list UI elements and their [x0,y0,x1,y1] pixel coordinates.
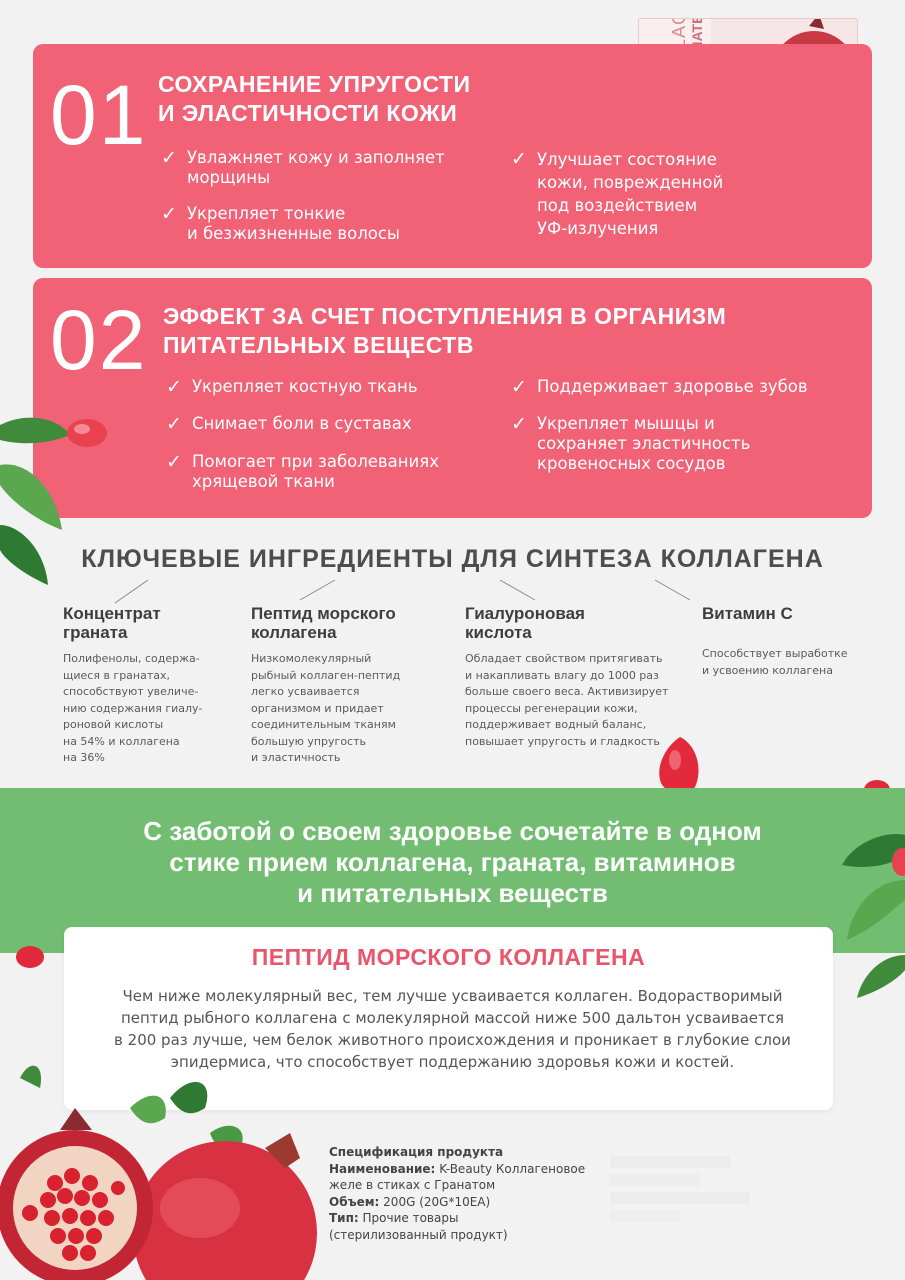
spec-name-value: K-Beauty Коллагеновое [439,1161,586,1176]
spec-heading: Спецификация продукта [329,1145,504,1159]
section1-title-line2: И ЭЛАСТИЧНОСТИ КОЖИ [158,100,458,126]
desc-line: больше своего веса. Активизирует [465,685,669,698]
card-line: Чем ниже молекулярный вес, тем лучше усваивается коллаген. Водорастворимый [122,987,783,1005]
item-line: Улучшает состояние [537,150,717,169]
ingredient-name [251,604,396,642]
desc-line: рыбный коллаген-пептид [251,668,401,682]
card-line: пептид рыбного коллагена с молекулярной массой ниже 500 дальтон усваивается [120,1009,785,1027]
desc-line: нию содержания гиалу- [63,701,203,715]
product-spec [329,1144,599,1243]
section1-number: 01 [50,68,148,162]
ingredient-name [465,604,585,642]
section1-item-right [511,148,723,240]
section2-item-right [511,377,808,397]
desc-line: Обладает свойством притягивать [465,652,663,665]
name-line: кислота [465,623,532,642]
check-icon: ✓ [511,148,527,170]
section2-title-line2: ПИТАТЕЛЬНЫХ ВЕЩЕСТВ [163,332,474,358]
item-line: Укрепляет тонкие [187,204,346,223]
banner-line: С заботой о своем здоровье сочетайте в одном [143,816,762,846]
desc-line: на 36% [63,751,105,764]
name-line: граната [63,623,128,642]
ingredients-title: КЛЮЧЕВЫЕ ИНГРЕДИЕНТЫ ДЛЯ СИНТЕЗА КОЛЛАГЕНА [81,545,824,573]
ingredient-desc [465,651,668,750]
section2-item [166,377,418,397]
name-line: Витамин С [702,604,793,623]
faded-watermark-block [610,1150,770,1228]
desc-line: и накапливать влагу до 1000 раз [465,668,659,682]
check-icon: ✓ [511,376,527,398]
spec-type-value-2: (стерилизованный продукт) [329,1227,508,1242]
check-icon: ✓ [161,147,177,169]
section1-title [158,70,471,128]
section2-title [163,302,726,360]
desc-line: соединительным тканям [251,718,396,731]
item-line: кровеносных сосудов [537,454,726,473]
item-line: хрящевой ткани [192,472,335,491]
ingredient-desc [63,651,203,767]
banner-text [0,816,905,909]
spec-name-label: Наименование: [329,1161,436,1176]
section2-item-right [511,414,750,474]
leaf-illustration [832,820,905,1000]
banner-line: и питательных веществ [297,878,608,908]
item-line: Увлажняет кожу и заполняет [187,148,445,167]
desc-line: Низкомолекулярный [251,652,372,665]
check-icon: ✓ [511,413,527,435]
pomegranate-illustration [0,1048,320,1280]
item-line: УФ-излучения [537,219,659,238]
desc-line: поддерживает водный баланс, [465,718,647,731]
section2-item [166,452,439,492]
desc-line: легко усваивается [251,685,360,698]
check-icon: ✓ [166,413,182,435]
desc-line: на 54% и коллагена [63,734,180,748]
name-line: Гиалуроновая [465,604,585,623]
desc-line: и усвоению коллагена [702,663,833,677]
spec-type-value: Прочие товары [362,1211,459,1225]
desc-line: щиеся в гранатах, [63,668,171,682]
section2-number: 02 [50,293,148,387]
spec-name-value-2: желе в стиках с Гранатом [329,1178,496,1192]
section2-title-line1: ЭФФЕКТ ЗА СЧЕТ ПОСТУПЛЕНИЯ В ОРГАНИЗМ [163,303,727,329]
pomegranate-seed-illustration [14,944,46,970]
check-icon: ✓ [166,376,182,398]
desc-line: роновой кислоты [63,718,164,731]
item-line: Помогает при заболеваниях [192,452,439,471]
card-line: эпидермиса, что способствует поддержанию здоровья кожи и костей. [170,1053,735,1071]
desc-line: повышает упругость и гладкость [465,734,660,748]
section2-item [166,414,412,434]
spec-volume-value: 200G (20G*10EA) [383,1194,491,1209]
ingredient-desc [251,651,400,767]
spec-volume-label: Объем: [329,1194,380,1209]
item-line: Укрепляет костную ткань [192,377,418,396]
ingredient-name [702,604,793,623]
desc-line: и эластичность [251,751,341,764]
item-line: под воздействием [537,196,698,215]
check-icon: ✓ [161,203,177,225]
banner-line: стике прием коллагена, граната, витаминов [169,847,736,877]
desc-line: большую упругость [251,734,367,748]
ingredient-desc [702,646,848,679]
section1-item [161,204,400,244]
name-line: Концентрат [63,604,161,623]
card-line: в 200 раз лучше, чем белок животного происхождения и проникает в глубокие слои [114,1031,791,1049]
section1-title-line1: СОХРАНЕНИЕ УПРУГОСТИ [158,71,471,97]
desc-line: организмом и придает [251,701,384,715]
spec-type-label: Тип: [329,1211,359,1225]
connector-lines [0,575,905,605]
ingredient-name [63,604,161,642]
desc-line: процессы регенерации кожи, [465,701,638,715]
section1-item [161,148,445,188]
name-line: Пептид морского [251,604,396,623]
item-line: и безжизненные волосы [187,224,400,243]
item-line: морщины [187,168,271,187]
desc-line: Полифенолы, содержа- [63,652,200,665]
peptide-card-title: ПЕПТИД МОРСКОГО КОЛЛАГЕНА [251,944,646,970]
item-line: кожи, поврежденной [537,173,724,192]
name-line: коллагена [251,623,337,642]
check-icon: ✓ [166,451,182,473]
desc-line: Способствует выработке [702,647,848,660]
item-line: Снимает боли в суставах [192,414,412,433]
item-line: Укрепляет мышцы и [537,414,715,433]
item-line: сохраняет эластичность [537,434,751,453]
item-line: Поддерживает здоровье зубов [537,377,808,396]
desc-line: способствуют увеличе- [63,685,199,698]
